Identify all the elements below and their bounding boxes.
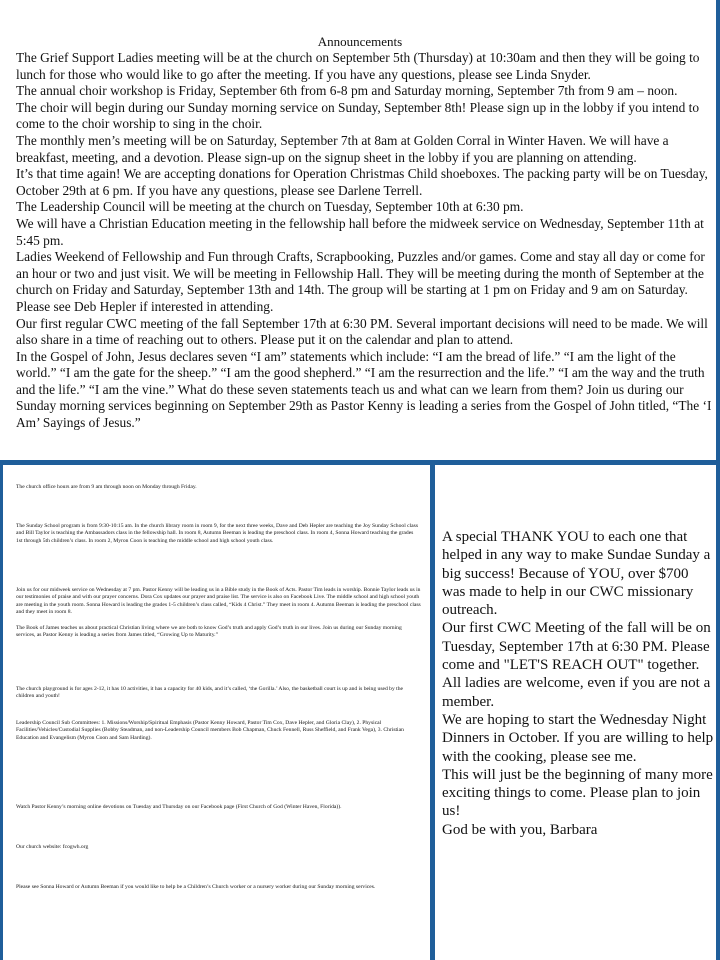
letter-cwc-meeting: Our first CWC Meeting of the fall will be on Tuesday, September 17th at 6:30 PM. Please come and "LET'S REACH OUT" together. All ladies are welcome, even if you are not a member. xyxy=(442,620,711,710)
announcement-choir-workshop: The annual choir workshop is Friday, September 6th from 6-8 pm and Saturday morning, September 7th from 9 am – noon. xyxy=(16,83,678,99)
letter-wednesday-dinners: We are hoping to start the Wednesday Night Dinners in October. If you are willing to help with the cooking, please see me. xyxy=(442,711,714,765)
announcement-cwc-meeting: Our first regular CWC meeting of the fall September 17th at 6:30 PM. Several important decisions will need to be made. We will also share in a time of reaching out to others. Please put it on the calendar and plan to attend. xyxy=(16,315,708,348)
info-book-of-james: The Book of James teaches us about practical Christian living where we are both to know God’s truth and apply God’s truth in our lives. Join us during our Sunday morning services, as Pastor Kenny is leading a series from James titled, “Growing Up to Maturity.” xyxy=(16,625,402,639)
letter-thank-you: A special THANK YOU to each one that helped in any way to make Sundae Sunday a big success! Because of YOU, over $700 was made to help in our CWC missionary outreach. xyxy=(442,529,711,619)
left-border xyxy=(0,465,3,960)
announcement-choir-begins: The choir will begin during our Sunday morning service on Sunday, September 8th! Please sign up in the lobby if you intend to come to the choir worship to sing in the choir. xyxy=(16,99,700,132)
announcement-i-am-series: In the Gospel of John, Jesus declares seven “I am” statements which include: “I am the bread of life.” “I am the light of the world.” “I am the gate for the sheep.” “I am the good shepherd.” “I am the resurrection and the life.” “I am the way and the truth and the life.” “I am the vine.” What do these seven statements teach us and what can we learn from them? Join us during our Sunday morning services beginning on September 29th as Pastor Kenny is leading a series from the Gospel of John titled, “The ‘I Am’ Sayings of Jesus.” xyxy=(16,348,712,431)
info-online-devotions: Watch Pastor Kenny’s morning online devotions on Tuesday and Thursday on our Facebook page (First Church of God (Winter Haven, Florida)). xyxy=(16,804,342,810)
info-office-hours: The church office hours are from 9 am through noon on Monday through Friday. xyxy=(16,484,197,490)
info-sub-committees: Leadership Council Sub Committees: 1. Missions/Worship/Spiritual Emphasis (Pastor Kenny Howard, Pastor Tim Cox, Dave Hepler, and Gloria Clay), 2. Physical Facilities/Vehicles/Custodial Supplies (Bobby Steadman, and non-Leadership Council members Bob Chapman, Chuck Fennell, Russ Sheffield, and Frank Vega), 3. Christian Education and Evangelism (Myron Coon and Sam Harding). xyxy=(16,720,404,741)
info-playground: The church playground is for ages 2-12, it has 10 activities, it has a capacity for 40 kids, and it’s called, ‘the Gorilla.’ Also, the basketball court is up and is being used by the children and youth! xyxy=(16,686,404,700)
letter-signature: God be with you, Barbara xyxy=(442,821,598,838)
announcement-grief-support: The Grief Support Ladies meeting will be at the church on September 5th (Thursday) at 10:30am and then they will be going to lunch for those who would like to go after the meeting. If you have any questions, please see Linda Snyder. xyxy=(16,50,700,82)
announcement-mens-meeting: The monthly men’s meeting will be on Saturday, September 7th at 8am at Golden Corral in Winter Haven. We will have a breakfast, meeting, and a devotion. Please sign-up on the signup sheet in the lobby if you are planning on attending. xyxy=(16,132,669,165)
horizontal-divider xyxy=(0,460,720,465)
announcement-christian-education: We will have a Christian Education meeting in the fellowship hall before the midweek service on Wednesday, September 11th at 5:45 pm. xyxy=(16,215,704,248)
announcements-body xyxy=(16,50,716,432)
cwc-letter-column xyxy=(442,528,714,839)
announcement-shoeboxes: It’s that time again! We are accepting donations for Operation Christmas Child shoeboxes. The packing party will be on Tuesday, October 29th at 6 pm. If you have any questions, please see Darlene Terrell. xyxy=(16,166,708,198)
column-divider xyxy=(430,465,435,960)
announcement-leadership-council: The Leadership Council will be meeting at the church on Tuesday, September 10th at 6:30 pm. xyxy=(16,199,524,215)
info-midweek-service: Join us for our midweek service on Wednesday at 7 pm. Pastor Kenny will be leading us in a Bible study in the Book of Acts. Pastor Tim leads in worship. Bonnie Taylor leads us in our testimonies of praise and with our prayer concerns. Dora Cox updates our prayer and praise list. The service is also on Facebook Live. The middle school and high school youth are meeting in the youth room. Sonna Howard is leading the grades 1-5 children’s class called, “Kids 4 Christ.” They meet in room 4. Autumn Beeman is leading the preschool class and they meet in room 8. xyxy=(16,587,421,616)
announcements-title: Announcements xyxy=(317,34,403,49)
info-sunday-school: The Sunday School program is from 9:30-10:15 am. In the church library room in room 9, for the next three weeks, Dave and Deb Hepler are teaching the Joy Sunday School class and Bill Taylor is teaching the Ambassadors class in the fellowship hall. In room 8, Autumn Beeman is leading the preschool class. In room 4, Sonna Howard teaching the grades 1st through 5th children’s class. In room 2, Myron Coon is teaching the middle school and high school youth class. xyxy=(16,523,419,544)
announcement-ladies-weekend: Ladies Weekend of Fellowship and Fun through Crafts, Scrapbooking, Puzzles and/or games. Come and stay all day or come for an hour or two and just visit. We will be meeting in Fellowship Hall. They will be meeting during the month of September at the church on Friday and Saturday, September 13th and 14th. The group will be starting at 1 pm on Friday and 9 am on Saturday. Please see Deb Hepler if interested in attending. xyxy=(16,249,705,314)
info-website: Our church website: fcogwh.org xyxy=(16,844,89,850)
letter-closing: This will just be the beginning of many more exciting things to come. Please plan to join us! xyxy=(442,766,713,820)
info-childrens-church: Please see Sonna Howard or Autumn Beeman if you would like to help be a Children’s Church worker or a nursery worker during our Sunday morning services. xyxy=(16,884,376,890)
right-border xyxy=(716,0,720,960)
